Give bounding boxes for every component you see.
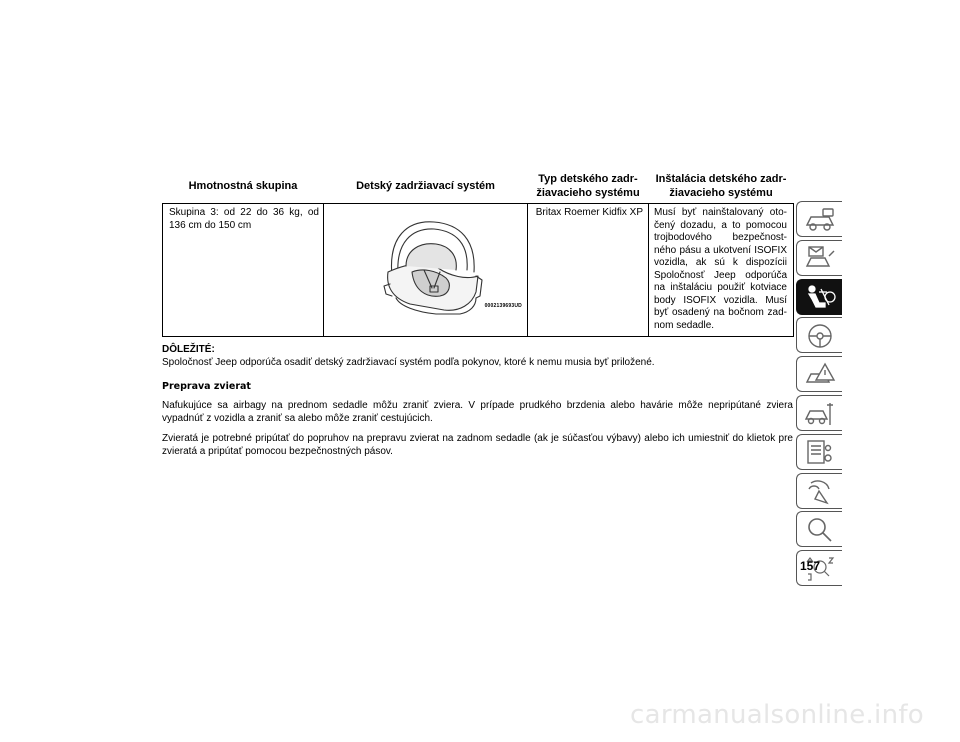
car-warning-icon bbox=[803, 360, 837, 390]
watermark: carmanualsonline.info bbox=[630, 700, 925, 730]
tab-safety[interactable] bbox=[796, 279, 842, 315]
cell-restraint-type: Britax Roemer Kidfix XP bbox=[528, 204, 649, 337]
airbag-safety-icon bbox=[803, 283, 837, 313]
tab-servicing[interactable] bbox=[796, 395, 842, 431]
multimedia-icon bbox=[803, 477, 837, 507]
paragraph-1: Nafukujúce sa airbagy na prednom sedadle môžu zraniť zviera. V prípade prudkého brzdenia alebo havárie môže nepripútané zviera vypadnúť z vozidla a zraniť sa alebo môže zraniť cestujúcich. bbox=[162, 400, 793, 424]
image-code: 0002139693UD bbox=[484, 302, 522, 309]
cell-weight-group: Skupina 3: od 22 do 36 kg, od 136 cm do 150 cm bbox=[163, 204, 324, 337]
tab-dashboard[interactable] bbox=[796, 201, 842, 237]
car-dashboard-icon bbox=[803, 205, 837, 235]
tab-starting-driving[interactable] bbox=[796, 317, 842, 353]
steering-wheel-icon bbox=[803, 321, 837, 351]
cell-child-seat-image bbox=[324, 204, 528, 337]
important-heading: DÔLEŽITÉ: bbox=[162, 344, 215, 355]
table-header-row bbox=[163, 169, 794, 204]
chapter-tabs bbox=[796, 201, 842, 589]
child-seat-table bbox=[162, 169, 794, 337]
tab-controls[interactable] bbox=[796, 240, 842, 276]
tab-multimedia[interactable] bbox=[796, 473, 842, 509]
tab-specifications[interactable] bbox=[796, 434, 842, 470]
page-number: 157 bbox=[800, 559, 821, 573]
tab-search[interactable] bbox=[796, 511, 842, 547]
technical-specs-icon bbox=[803, 438, 837, 468]
section-heading: Preprava zvierat bbox=[162, 381, 251, 392]
paragraph-2: Zvieratá je potrebné pripútať do popruhov na prepravu zvierat na zadnom sedadle (ak je súčasťou výbavy) alebo ich umiestniť do klietok pre zvieratá a pripútať pomocou bezpečnostných pásov. bbox=[162, 433, 793, 457]
header-weight-group: Hmotnostná skupina bbox=[188, 180, 298, 192]
header-installation: Inštalácia detského zadr-žiavacieho systému bbox=[655, 173, 787, 199]
car-service-icon bbox=[803, 399, 837, 429]
tab-emergency[interactable] bbox=[796, 356, 842, 392]
header-restraint-type: Typ detského zadr-žiavacieho systému bbox=[536, 173, 640, 199]
important-text: Spoločnosť Jeep odporúča osadiť detský zadržiavací systém podľa pokynov, ktoré k nemu musia byť priložené. bbox=[162, 357, 655, 368]
table-row bbox=[163, 204, 794, 337]
header-child-restraint: Detský zadržiavací systém bbox=[356, 180, 495, 192]
child-seat-illustration bbox=[326, 206, 526, 318]
car-controls-icon bbox=[803, 244, 837, 274]
search-icon bbox=[803, 515, 837, 545]
cell-installation: Musí byť nainštalovaný oto-čený dozadu, a to pomocou trojbodového bezpečnost-ného pásu a ukotvení ISOFIX vozidla, ak sú k dispozícii Spoločnosť Jeep odporúča na inštaláciu použiť kotviace body ISOFIX vozidla. Musí byť osadený na bočnom zad-nom sedadle. bbox=[649, 204, 794, 337]
